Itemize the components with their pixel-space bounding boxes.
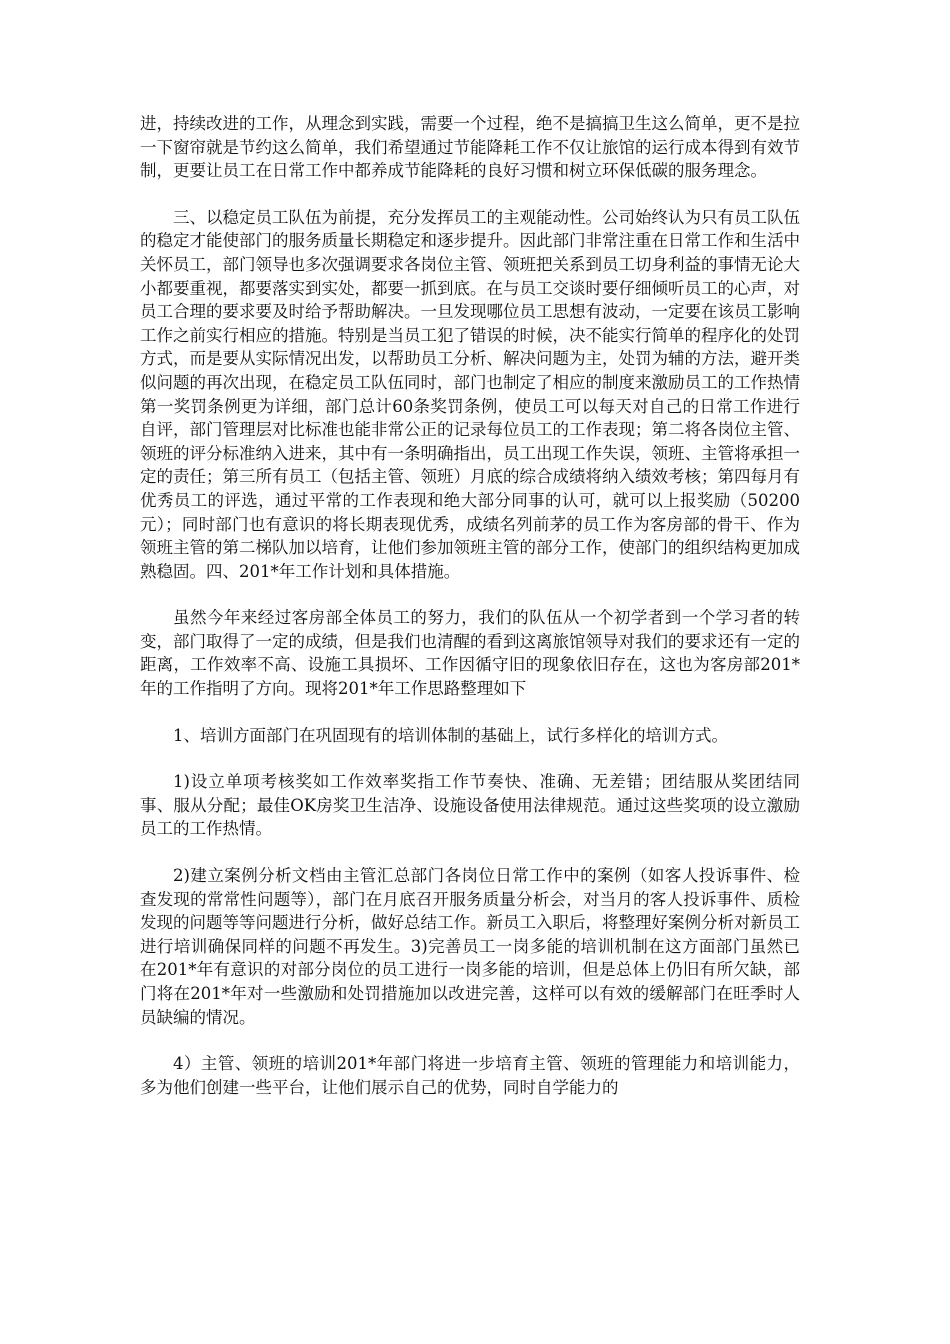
paragraph-2: 三、以稳定员工队伍为前提，充分发挥员工的主观能动性。公司始终认为只有员工队伍的稳定才能使部门的服务质量长期稳定和逐步提升。因此部门非常注重在日常工作和生活中关怀员工，部门领导也多次强调要求各岗位主管、领班把关系到员工切身利益的事情无论大小都要重视，都要落实到实处，都要一抓到底。在与员工交谈时要仔细倾听员工的心声，对员工合理的要求要及时给予帮助解决。一旦发现哪位员工思想有波动，一定要在该员工影响工作之前实行相应的措施。特别是当员工犯了错误的时候，决不能实行简单的程序化的处罚方式，而是要从实际情况出发，以帮助员工分析、解决问题为主，处罚为辅的方法，避开类似问题的再次出现，在稳定员工队伍同时，部门也制定了相应的制度来激励员工的工作热情第一奖罚条例更为详细，部门总计60条奖罚条例，使员工可以每天对自己的日常工作进行自评，部门管理层对比标准也能非常公正的记录每位员工的工作表现；第二将各岗位主管、领班的评分标准纳入进来，其中有一条明确指出，员工出现工作失误，领班、主管将承担一定的责任；第三所有员工（包括主管、领班）月底的综合成绩将纳入绩效考核；第四每月有优秀员工的评选，通过平常的工作表现和绝大部分同事的认可，就可以上报奖励（50200元）；同时部门也有意识的将长期表现优秀，成绩名列前茅的员工作为客房部的骨干、作为领班主管的第二梯队加以培育，让他们参加领班主管的部分工作，使部门的组织结构更加成熟稳固。四、201*年工作计划和具体措施。 — [140, 207, 800, 581]
document-page — [140, 112, 800, 1122]
paragraph-3: 虽然今年来经过客房部全体员工的努力，我们的队伍从一个初学者到一个学习者的转变，部门取得了一定的成绩，但是我们也清醒的看到这离旅馆领导对我们的要求还有一定的距离，工作效率不高、设施工具损坏、工作因循守旧的现象依旧存在，这也为客房部201*年的工作指明了方向。现将201*年工作思路整理如下 — [140, 608, 800, 699]
paragraph-1: 进，持续改进的工作，从理念到实践，需要一个过程，绝不是搞搞卫生这么简单，更不是拉一下窗帘就是节约这么简单，我们希望通过节能降耗工作不仅让旅馆的运行成本得到有效节制，更要让员工在日常工作中都养成节能降耗的良好习惯和树立环保低碳的服务理念。 — [140, 114, 800, 181]
paragraph-4: 1、培训方面部门在巩固现有的培训体制的基础上，试行多样化的培训方式。 — [173, 725, 728, 745]
paragraph-7: 4）主管、领班的培训201*年部门将进一步培育主管、领班的管理能力和培训能力，多为他们创建一些平台，让他们展示自己的优势，同时自学能力的 — [140, 1054, 800, 1097]
paragraph-6: 2)建立案例分析文档由主管汇总部门各岗位日常工作中的案例（如客人投诉事件、检查发现的常常性问题等），部门在月底召开服务质量分析会，对当月的客人投诉事件、质检发现的问题等等问题进行分析，做好总结工作。新员工入职后，将整理好案例分析对新员工进行培训确保同样的问题不再发生。3)完善员工一岗多能的培训机制在这方面部门虽然已在201*年有意识的对部分岗位的员工进行一岗多能的培训，但是总体上仍旧有所欠缺，部门将在201*年对一些激励和处罚措施加以改进完善，这样可以有效的缓解部门在旺季时人员缺编的情况。 — [140, 866, 800, 1027]
paragraph-5: 1)设立单项考核奖如工作效率奖指工作节奏快、准确、无差错；团结服从奖团结同事、服从分配；最佳OK房奖卫生洁净、设施设备使用法律规范。通过这些奖项的设立激励员工的工作热情。 — [140, 772, 800, 839]
